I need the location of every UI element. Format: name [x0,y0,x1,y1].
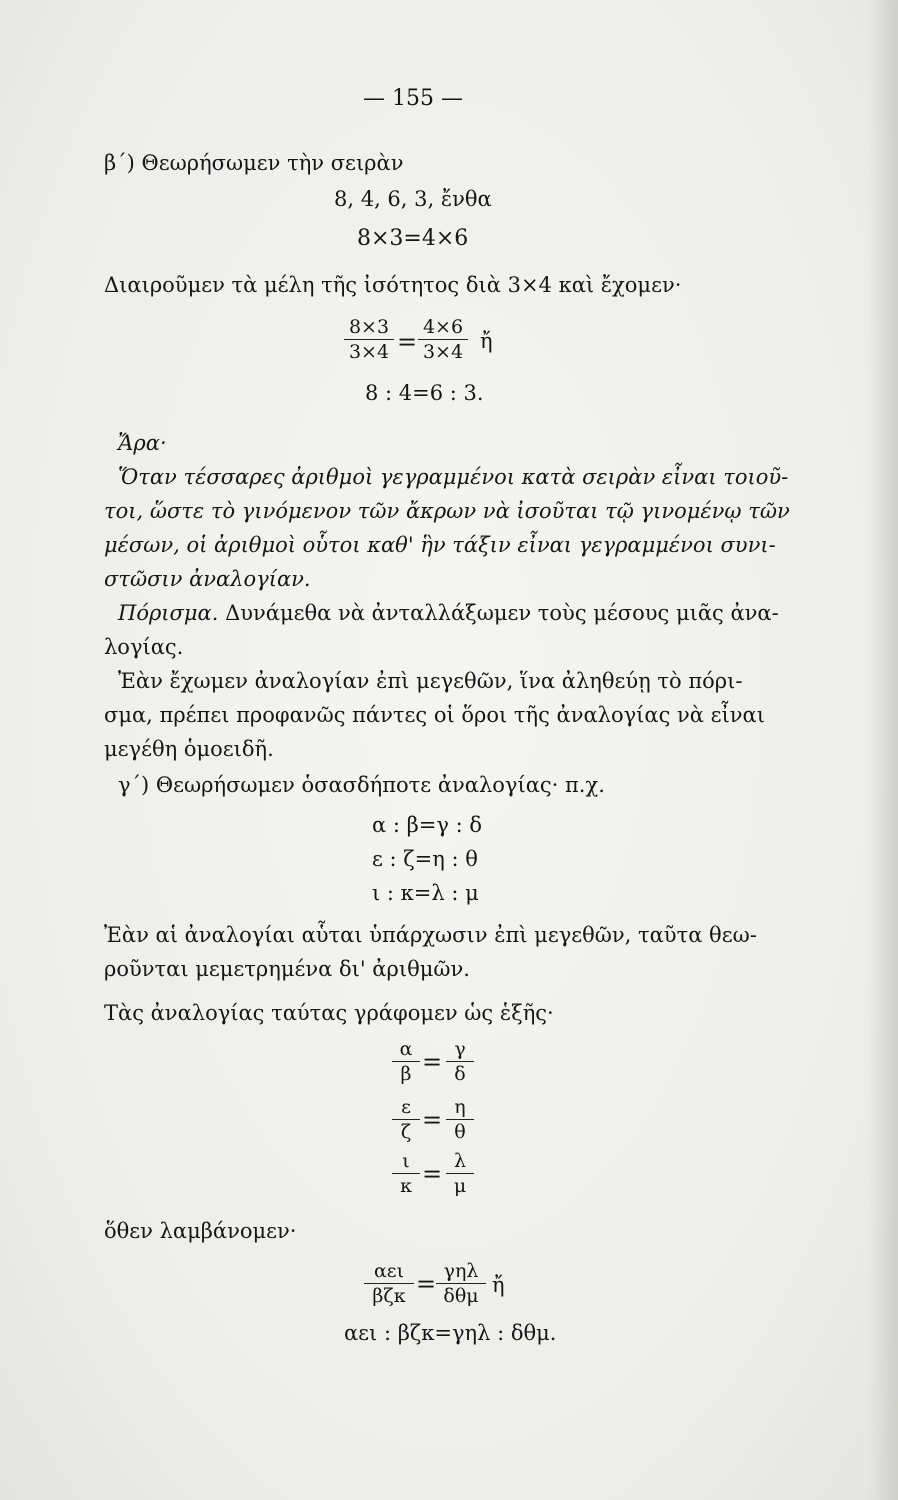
fraction-denominator: βζκ [372,1285,406,1307]
write-line: Τὰς ἀναλογίας ταύτας γράφομεν ὡς ἑξῆς· [104,1001,554,1025]
fraction-denominator: μ [453,1175,467,1197]
fraction-numerator: γ [454,1038,466,1060]
porisma-line-1 [118,600,779,626]
ratio-line: 8 : 4=6 : 3. [365,381,484,405]
product-equation: 8×3=4×6 [357,226,469,251]
theorem-line-2: τοι, ὥστε τὸ γινόμενον τῶν ἄκρων νὰ ἰσοῦται τῷ γινομένῳ τῶν [104,499,790,523]
fraction-numerator: α [399,1038,413,1060]
fraction-bar [436,1283,486,1284]
fraction-denominator: δ [454,1063,466,1085]
fraction-left [392,1096,420,1143]
fraction-bar [392,1173,420,1174]
magnitude-line-3: μεγέθη ὁμοειδῆ. [104,737,274,761]
fraction-bar [392,1061,420,1062]
theorem-line-3: μέσων, οἱ ἀριθμοὶ οὗτοι καθ' ἣν τάξιν εἶναι γεγραμμένοι συνι- [104,533,776,557]
fraction-numerator: ε [401,1096,411,1118]
fraction-right [446,1096,474,1143]
fraction-numerator: λ [453,1150,467,1172]
fraction-bar [364,1283,414,1284]
magnitude-line-1: Ἐὰν ἔχωμεν ἀναλογίαν ἐπὶ μεγεθῶν, ἵνα ἀληθεύῃ τὸ πόρι- [118,669,743,693]
porisma-line-2: λογίας. [104,635,184,659]
divide-text: Διαιροῦμεν τὰ μέλη τῆς ἰσότητος διὰ 3×4 καὶ ἔχομεν· [104,273,682,297]
fraction-left [392,1150,420,1197]
theorem-line-4: στῶσιν ἀναλογίαν. [104,567,311,591]
if-line-2: ροῦνται μεμετρημένα δι' ἀριθμῶν. [104,957,470,981]
theorem-line-1: Ὅταν τέσσαρες ἀριθμοὶ γεγραμμένοι κατὰ σειρὰν εἶναι τοιοῦ- [118,465,789,489]
fraction-denominator: ζ [400,1121,412,1143]
fraction-numerator: η [454,1096,466,1118]
final-fraction-right [436,1260,486,1307]
equals-sign: = [422,1048,443,1076]
fraction-bar [446,1173,474,1174]
fraction-denominator: κ [400,1175,412,1197]
fraction-denominator: δθμ [443,1285,479,1307]
fraction-denominator: 3×4 [422,341,464,363]
fraction-numerator: αει [373,1260,405,1282]
fraction-left [344,316,394,363]
porisma-label: Πόρισμα. [118,601,219,625]
fraction-bar [392,1119,420,1120]
ara-word: Ἄρα· [118,431,167,455]
series-line: 8, 4, 6, 3, ἔνθα [334,187,492,211]
fraction-numerator: ι [402,1150,410,1172]
proportion-1: α : β=γ : δ [372,813,482,837]
fraction-bar [418,339,468,340]
fraction-bar [344,339,394,340]
if-line-1: Ἐὰν αἱ ἀναλογίαι αὗται ὑπάρχωσιν ἐπὶ μεγεθῶν, ταῦτα θεω- [104,923,757,947]
hence-line: ὅθεν λαμβάνομεν· [104,1219,297,1243]
fraction-numerator: γηλ [443,1260,479,1282]
section-b-heading: β΄) Θεωρήσωμεν τὴν σειρὰν [104,151,404,175]
fraction-left [392,1038,420,1085]
fraction-denominator: 3×4 [348,341,390,363]
final-eta-word: ἤ [492,1273,505,1297]
equals-sign: = [422,1106,443,1134]
magnitude-line-2: σμα, πρέπει προφανῶς πάντες οἱ ὅροι τῆς ἀναλογίας νὰ εἶναι [104,703,765,727]
equals-sign: = [416,1270,437,1298]
proportion-2: ε : ζ=η : θ [372,847,478,871]
fraction-right [446,1150,474,1197]
fraction-denominator: β [400,1063,412,1085]
fraction-numerator: 4×6 [422,316,464,338]
equals-sign: = [397,328,418,356]
fraction-bar [446,1119,474,1120]
proportion-3: ι : κ=λ : μ [372,881,479,905]
final-fraction-left [364,1260,414,1307]
fraction-right [418,316,468,363]
page-number: — 155 — [363,86,463,111]
equals-sign: = [422,1160,443,1188]
porisma-text: Δυνάμεθα νὰ ἀνταλλάξωμεν τοὺς μέσους μιᾶς ἀνα- [218,601,779,625]
fraction-numerator: 8×3 [348,316,390,338]
page-edge-shadow [868,0,898,1500]
final-ratio: αει : βζκ=γηλ : δθμ. [344,1321,557,1345]
fraction-right [446,1038,474,1085]
section-c-heading: γ΄) Θεωρήσωμεν ὁσασδήποτε ἀναλογίας· π.χ. [118,773,605,797]
fraction-bar [446,1061,474,1062]
fraction-denominator: θ [454,1121,466,1143]
eta-word: ἤ [480,329,493,353]
